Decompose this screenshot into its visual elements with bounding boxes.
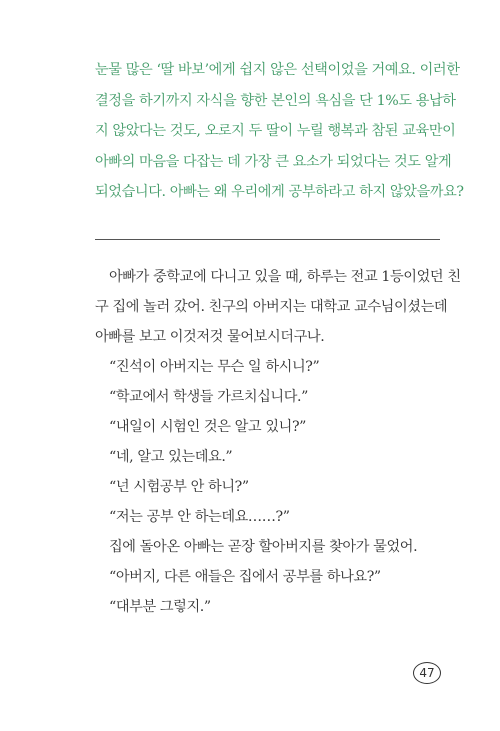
page-number: 47 <box>413 662 441 684</box>
highlight-line-2: 결정을 하기까지 자식을 향한 본인의 욕심을 단 1%도 용납하 <box>95 92 456 109</box>
dialogue-line-3: “내일이 시험인 것은 알고 있니?” <box>109 419 307 435</box>
dialogue-line-4: “네, 알고 있는데요.” <box>109 449 233 465</box>
dialogue-line-7: “아버지, 다른 애들은 집에서 공부를 하나요?” <box>109 569 381 585</box>
dialogue-line-2: “학교에서 학생들 가르치십니다.” <box>109 389 309 405</box>
highlight-line-1: 눈물 많은 ‘딸 바보’에게 쉽지 않은 선택이었을 거예요. 이러한 <box>95 62 460 78</box>
dialogue-line-1: “진석이 아버지는 무슨 일 하시니?” <box>109 359 320 375</box>
story-text <box>95 262 461 622</box>
highlight-line-4: 아빠의 마음을 다잡는 데 가장 큰 요소가 되었다는 것도 알게 <box>95 153 452 170</box>
dialogue-line-5: “넌 시험공부 안 하니?” <box>109 479 249 495</box>
highlight-line-5: 되었습니다. 아빠는 왜 우리에게 공부하라고 하지 않았을까요? <box>95 184 464 200</box>
story-line-3: 아빠를 보고 이것저것 물어보시더구나. <box>95 329 325 345</box>
section-divider <box>95 239 440 240</box>
story-line-4: 집에 돌아온 아빠는 곧장 할아버지를 찾아가 물었어. <box>109 539 418 555</box>
dialogue-line-8: “대부분 그렇지.” <box>109 599 211 615</box>
highlight-line-3: 지 않았다는 것도, 오로지 두 딸이 누릴 행복과 참된 교육만이 <box>95 123 456 139</box>
highlighted-paragraph <box>95 55 464 208</box>
dialogue-line-6: “저는 공부 안 하는데요……?” <box>109 509 290 525</box>
story-line-1: 아빠가 중학교에 다니고 있을 때, 하루는 전교 1등이었던 친 <box>109 269 461 285</box>
story-line-2: 구 집에 놀러 갔어. 친구의 아버지는 대학교 교수님이셨는데 <box>95 299 448 315</box>
